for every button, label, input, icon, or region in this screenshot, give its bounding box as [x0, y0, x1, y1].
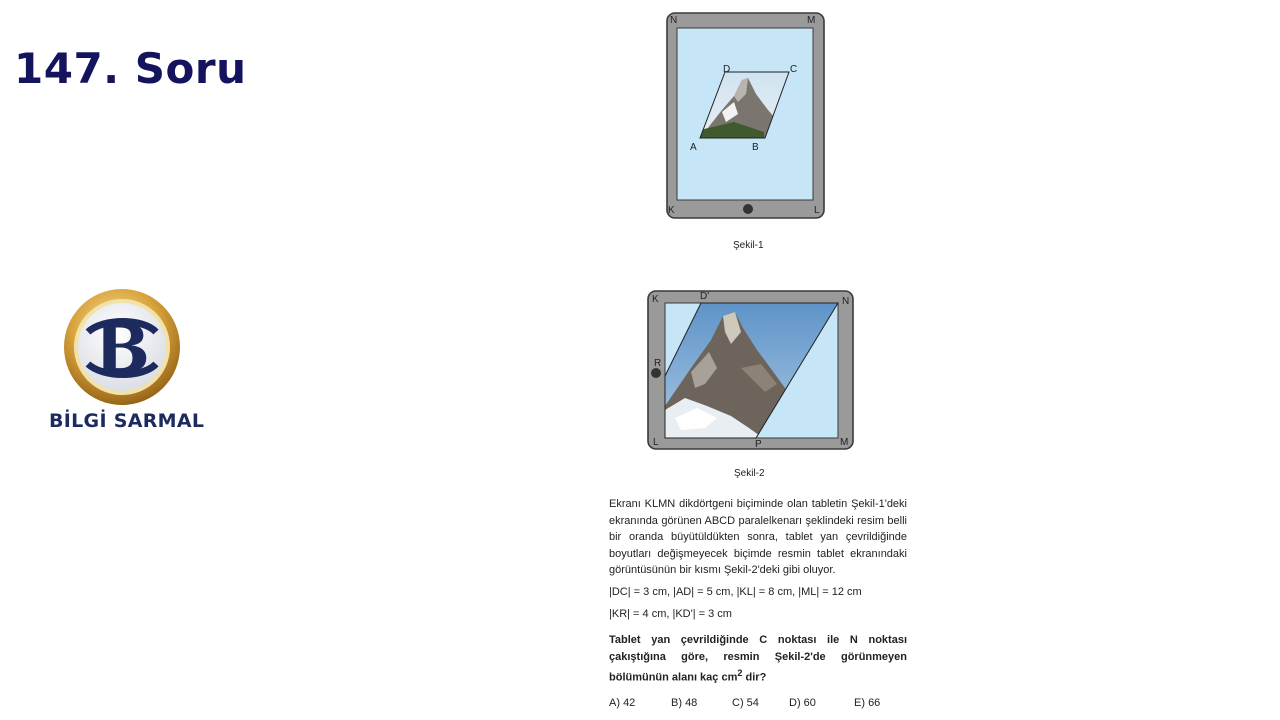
figure-1-tablet	[664, 10, 829, 222]
fig2-label-p: P	[755, 439, 762, 450]
fig2-label-r: R	[654, 358, 662, 369]
brand-name: BİLGİ SARMAL	[49, 410, 205, 432]
fig1-label-a: A	[690, 142, 697, 153]
fig1-label-k: K	[668, 205, 675, 216]
fig1-label-d: D	[723, 64, 731, 75]
figure-1-caption: Şekil-1	[733, 240, 764, 251]
figure-2-tablet	[645, 288, 857, 454]
fig1-label-m: M	[807, 15, 816, 26]
given-line-1: |DC| = 3 cm, |AD| = 5 cm, |KL| = 8 cm, |ML| = 12 cm	[609, 586, 862, 598]
option-e[interactable]: E) 66	[854, 697, 881, 709]
fig2-label-d-prime: D'	[700, 291, 710, 302]
figure-2-caption: Şekil-2	[734, 468, 765, 479]
page-title: 147. Soru	[14, 44, 247, 93]
given-line-2: |KR| = 4 cm, |KD'| = 3 cm	[609, 608, 732, 620]
fig1-label-l: L	[814, 205, 820, 216]
bilgi-sarmal-logo	[48, 288, 198, 408]
fig1-label-c: C	[790, 64, 798, 75]
svg-text:B: B	[94, 310, 150, 388]
prompt-text-1: Tablet yan çevrildiğinde C noktası ile N noktası çakıştığına göre, resmin Şekil-2'de görünmeyen bölümünün alanı kaç cm	[609, 634, 907, 684]
question-paragraph	[609, 496, 907, 579]
option-b[interactable]: B) 48	[671, 697, 698, 709]
prompt-text-2: dir?	[742, 671, 767, 684]
question-text: Ekranı KLMN dikdörtgeni biçiminde olan tabletin Şekil-1'deki ekranında görünen ABCD paralelkenarı şeklindeki resim belli bir oranda büyütüldükten sonra, tablet yan çevrildiğinde boyutları değişmeyecek biçimde resmin tablet ekranındaki görüntüsünün bir kısmı Şekil-2'deki gibi oluyor.	[609, 498, 907, 577]
fig2-label-k: K	[652, 294, 659, 305]
question-prompt	[609, 632, 907, 686]
fig1-label-n: N	[670, 15, 678, 26]
fig2-label-n: N	[842, 296, 850, 307]
fig2-label-m: M	[840, 437, 849, 448]
option-d[interactable]: D) 60	[789, 697, 816, 709]
option-c[interactable]: C) 54	[732, 697, 759, 709]
prompt-superscript: 2	[737, 668, 743, 679]
fig2-label-l: L	[653, 437, 659, 448]
fig1-label-b: B	[752, 142, 759, 153]
option-a[interactable]: A) 42	[609, 697, 636, 709]
